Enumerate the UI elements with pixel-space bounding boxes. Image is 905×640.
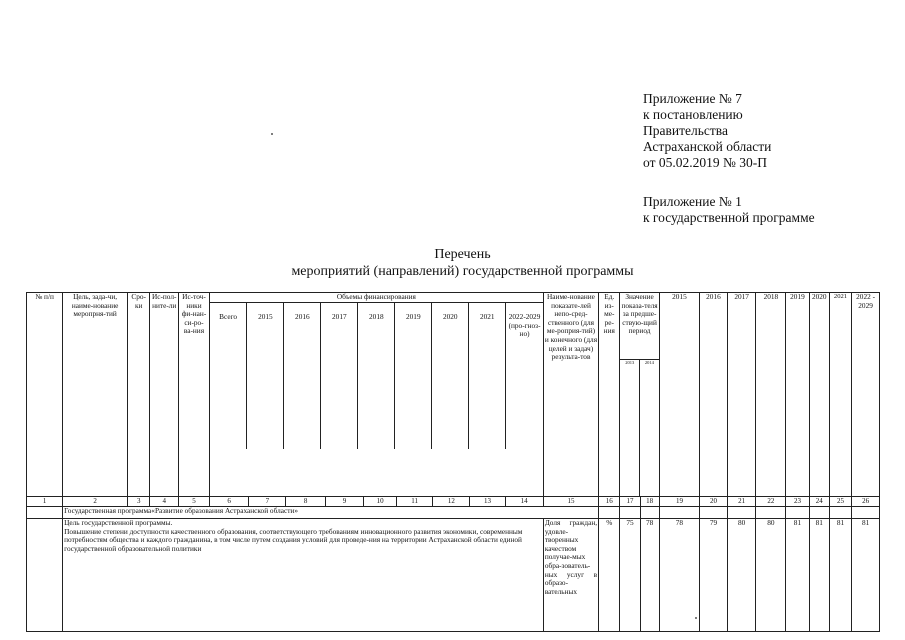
column-number: 12 — [433, 497, 470, 507]
program-row — [27, 507, 880, 519]
header-fund-2016: 2016 — [284, 303, 321, 450]
goal-text: Повышение степени доступности качественного образования, соответствующего требованиям инновационного развития экономики, современным потребностям общества и каждого гражданина, в том числе путем создания условий для проведе-ния на территории Астраханской области единой государственной образовательной политики — [64, 526, 523, 553]
header-value-2014: 2014 — [644, 360, 654, 365]
column-number: 20 — [700, 497, 728, 507]
header-fund-2020: 2020 — [432, 303, 469, 450]
goal-value-2019: 81 — [786, 519, 809, 632]
column-number: 8 — [286, 497, 325, 507]
column-number: 2 — [63, 497, 128, 507]
column-number: 21 — [727, 497, 756, 507]
header-ind-2016: 2016 — [700, 293, 728, 497]
header-number: № п/п — [27, 293, 63, 497]
prior-value-subtable — [620, 293, 658, 496]
goal-value-2018: 80 — [756, 519, 786, 632]
goal-value-2021: 81 — [829, 519, 851, 632]
column-number: 1 — [27, 497, 63, 507]
header-total: Всего — [210, 303, 247, 450]
column-number: 17 — [620, 497, 640, 507]
header-ind-2015: 2015 — [659, 293, 699, 497]
document-subtitle: мероприятий (направлений) государственной программы — [291, 264, 634, 279]
empty-cell — [829, 507, 851, 519]
attachment-line: от 05.02.2019 № 30-П — [643, 155, 767, 170]
scan-speck — [271, 133, 273, 135]
column-number: 10 — [364, 497, 397, 507]
header-prior-value — [620, 293, 659, 497]
attachment-line: Приложение № 1 — [643, 194, 742, 209]
column-number: 16 — [599, 497, 620, 507]
program-row-number — [27, 507, 63, 519]
empty-cell — [756, 507, 786, 519]
column-number: 9 — [325, 497, 363, 507]
header-ind-2017: 2017 — [727, 293, 756, 497]
header-fund-2019: 2019 — [395, 303, 432, 450]
attachment-line: Астраханской области — [643, 139, 772, 154]
header-sources: Ис-точ-ники фи-нан-си-ро-ва-ния — [179, 293, 210, 497]
column-number: 3 — [128, 497, 150, 507]
header-term: Сро-ки — [128, 293, 150, 497]
column-number: 26 — [852, 497, 880, 507]
column-number: 11 — [397, 497, 433, 507]
empty-cell — [700, 507, 728, 519]
column-number: 4 — [150, 497, 179, 507]
header-value-2013: 2013 — [620, 360, 639, 497]
empty-cell — [620, 507, 640, 519]
goal-value-2022-2029: 81 — [852, 519, 880, 632]
attachment-line: Приложение № 7 — [643, 91, 742, 106]
goal-unit: % — [599, 519, 620, 632]
header-fund-2015: 2015 — [247, 303, 284, 450]
empty-cell — [599, 507, 620, 519]
column-number: 13 — [470, 497, 505, 507]
attachment-line: Правительства — [643, 123, 728, 138]
header-ind-2018: 2018 — [756, 293, 786, 497]
column-number: 25 — [829, 497, 851, 507]
goal-value-2015: 78 — [659, 519, 699, 632]
header-fund-2021: 2021 — [469, 303, 506, 450]
header-fund-2018: 2018 — [358, 303, 395, 450]
goal-value-2014: 78 — [640, 519, 659, 632]
empty-cell — [727, 507, 756, 519]
goal-value-2016: 79 — [700, 519, 728, 632]
column-number: 6 — [209, 497, 248, 507]
column-number: 7 — [249, 497, 286, 507]
column-number: 19 — [659, 497, 699, 507]
attachment-block-program — [643, 194, 815, 226]
goal-indicator: Доля граждан, удовле-творенных качеством получае-мых обра-зователь-ных услуг в образо-вательных — [543, 519, 598, 632]
column-number: 18 — [640, 497, 659, 507]
column-number: 15 — [543, 497, 598, 507]
empty-cell — [659, 507, 699, 519]
header-executors: Ис-пол-ните-ли — [150, 293, 179, 497]
column-number: 14 — [505, 497, 543, 507]
column-number: 22 — [756, 497, 786, 507]
header-ind-2019: 2019 — [786, 293, 809, 497]
goal-description — [63, 519, 544, 632]
column-number: 23 — [786, 497, 809, 507]
column-number-row — [27, 497, 880, 507]
header-unit: Ед. из-ме-ре-ния — [599, 293, 620, 497]
attachment-block-decree — [643, 91, 771, 171]
header-fund-2022: 2022-2029 (про-гноз-но) — [508, 312, 541, 339]
goal-title: Цель государственной программы. — [64, 518, 173, 527]
goal-value-2020: 81 — [809, 519, 829, 632]
empty-cell — [786, 507, 809, 519]
header-ind-2021: 2021 — [829, 293, 851, 497]
document-title: Перечень — [434, 247, 491, 262]
funding-subtable — [210, 293, 543, 449]
empty-cell — [852, 507, 880, 519]
column-number: 5 — [179, 497, 210, 507]
header-funding-title: Объемы финансирования — [210, 293, 543, 303]
header-prior-value-label: Значение показа-теля за предше-ствую-щий период — [620, 293, 658, 360]
column-number: 24 — [809, 497, 829, 507]
attachment-line: к постановлению — [643, 107, 743, 122]
header-ind-2022-2029: 2022 - 2029 — [852, 293, 880, 497]
measures-table — [26, 292, 880, 632]
attachment-line: к государственной программе — [643, 210, 815, 225]
header-fund-2017: 2017 — [321, 303, 358, 450]
goal-row-number — [27, 519, 63, 632]
header-ind-2020: 2020 — [809, 293, 829, 497]
goal-row — [27, 519, 880, 632]
header-goal: Цель, зада-чи, наиме-нование меропрня-тий — [63, 293, 128, 497]
header-indicator: Наиме-нование показате-лей непо-сред-ственного (для ме-роприя-тий) и конечного (для целей и задач) результа-тов — [543, 293, 598, 497]
program-title: Государственная программа«Развитие образования Астраханской области» — [63, 507, 599, 519]
header-row — [27, 293, 880, 497]
goal-value-2013: 75 — [620, 519, 640, 632]
goal-value-2017: 80 — [727, 519, 756, 632]
empty-cell — [809, 507, 829, 519]
empty-cell — [640, 507, 659, 519]
header-funding-group — [209, 293, 543, 497]
